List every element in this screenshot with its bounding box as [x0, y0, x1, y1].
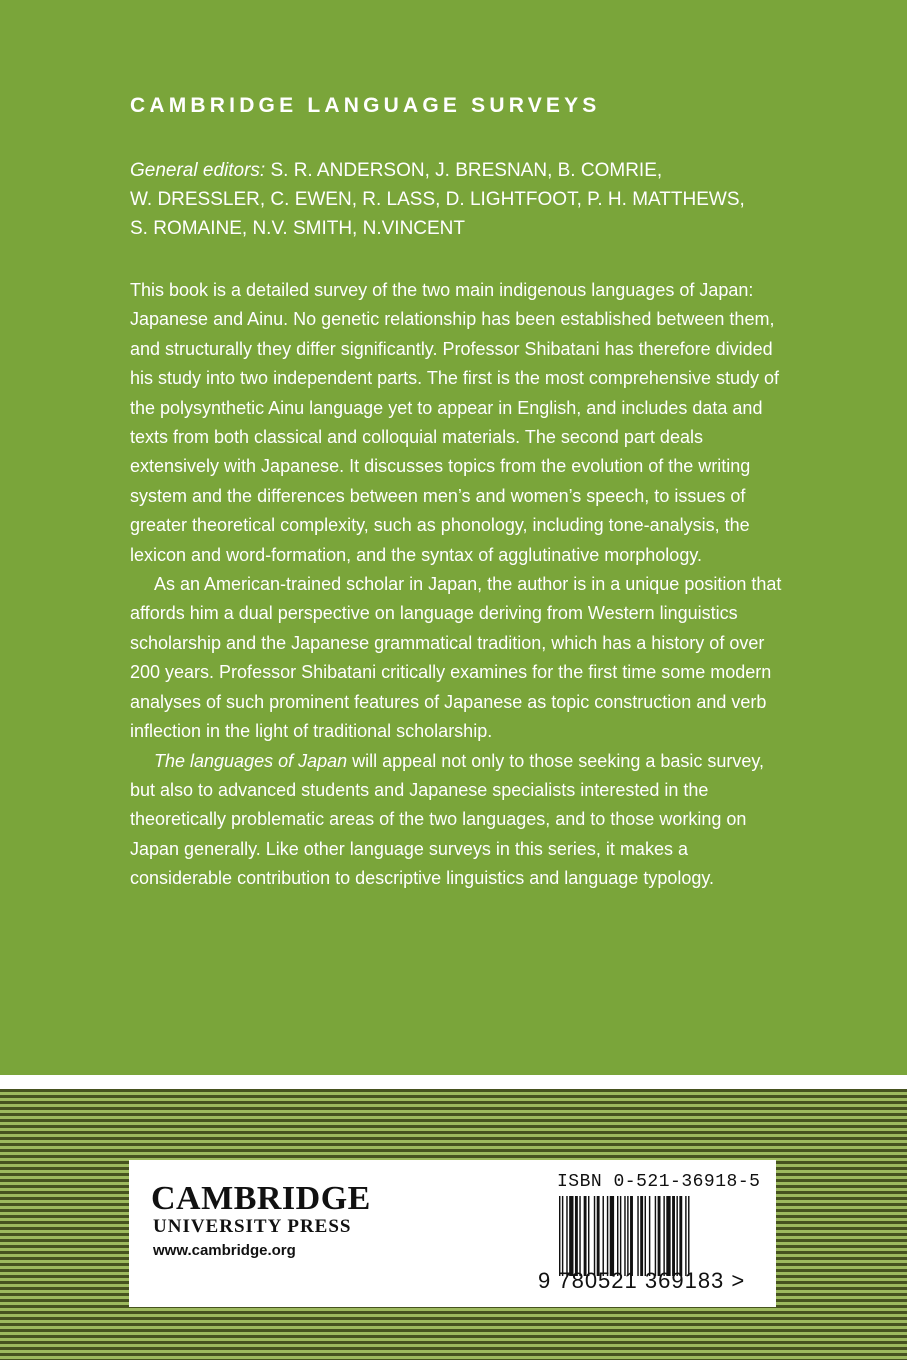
barcode-bar [579, 1196, 580, 1276]
publisher-url: www.cambridge.org [153, 1242, 296, 1259]
barcode-bar [637, 1196, 638, 1276]
barcode-bar [588, 1196, 589, 1276]
barcode-bar [655, 1196, 656, 1276]
blurb-paragraph-3-text: will appeal not only to those seeking a basic survey, but also to advanced students and Japanese specialists interested in the theoretically problematic areas of the two languages, and to those working on Japan generally. Like other language surveys in this series, it makes a considerable contribution to descriptive linguistics and language typology. [130, 750, 765, 889]
barcode-bar [679, 1196, 682, 1276]
barcode-bar [676, 1196, 677, 1276]
barcode-bar [688, 1196, 689, 1276]
barcode-bar [603, 1196, 604, 1276]
barcode-bar [584, 1196, 587, 1276]
barcode-bar [666, 1196, 670, 1276]
barcode-bar [610, 1196, 614, 1276]
blurb-paragraph-2: As an American-trained scholar in Japan, the author is in a unique position that affords him a dual perspective on language deriving from Western linguistics scholarship and the Japanese grammatical tradition, which has a history of over 200 years. Professor Shibatani critically examines for the first time some modern analyses of such prominent features of Japanese as topic construction and verb inflection in the light of traditional scholarship. [130, 574, 782, 742]
barcode-bar [627, 1196, 628, 1276]
barcode-bar [607, 1196, 608, 1276]
publisher-press: UNIVERSITY PRESS [153, 1216, 352, 1237]
barcode-bar [658, 1196, 661, 1276]
barcode-bar [624, 1196, 625, 1276]
barcode-bar [559, 1196, 560, 1276]
barcode-bar [569, 1196, 573, 1276]
barcode-bar [617, 1196, 618, 1276]
editors-line-3: S. ROMAINE, N.V. SMITH, N.VINCENT [130, 218, 466, 239]
barcode-bar [630, 1196, 633, 1276]
barcode-bar [575, 1196, 578, 1276]
barcode-bar [597, 1196, 600, 1276]
series-title: CAMBRIDGE LANGUAGE SURVEYS [130, 94, 601, 117]
book-title: The languages of Japan [154, 750, 348, 771]
barcode-bar [640, 1196, 643, 1276]
publisher-panel [129, 1160, 776, 1307]
editors-names-1: S. R. ANDERSON, J. BRESNAN, B. COMRIE, [265, 160, 663, 181]
editors-block [130, 156, 830, 243]
barcode-number: 9 780521 369183 > [538, 1268, 746, 1293]
barcode-bar [594, 1196, 595, 1276]
barcode-bar [645, 1196, 646, 1276]
barcode-bar [663, 1196, 664, 1276]
editors-label: General editors: [130, 160, 266, 181]
barcode-bar [685, 1196, 686, 1276]
publisher-name: CAMBRIDGE [151, 1180, 371, 1217]
barcode-bar [620, 1196, 621, 1276]
editors-line-1 [130, 156, 830, 185]
barcode-bar [566, 1196, 567, 1276]
white-divider [0, 1075, 907, 1089]
isbn-text: ISBN 0-521-36918-5 [557, 1172, 761, 1192]
barcode [559, 1196, 749, 1276]
blurb-paragraph-3 [130, 747, 790, 894]
blurb [130, 276, 790, 894]
barcode-bar [649, 1196, 650, 1276]
barcode-bar [562, 1196, 563, 1276]
editors-line-2: W. DRESSLER, C. EWEN, R. LASS, D. LIGHTFOOT, P. H. MATTHEWS, [130, 189, 745, 210]
barcode-bar [672, 1196, 675, 1276]
blurb-paragraph-1: This book is a detailed survey of the two main indigenous languages of Japan: Japanese and Ainu. No genetic relationship has been established between them, and structurally they differ significantly. Professor Shibatani has therefore divided his study into two independent parts. The first is the most comprehensive study of the polysynthetic Ainu language yet to appear in English, and includes data and texts from both classical and colloquial materials. The second part deals extensively with Japanese. It discusses topics from the evolution of the writing system and the differences between men’s and women’s speech, to issues of greater theoretical complexity, such as phonology, including tone-analysis, the lexicon and word-formation, and the syntax of agglutinative morphology. [130, 280, 780, 565]
